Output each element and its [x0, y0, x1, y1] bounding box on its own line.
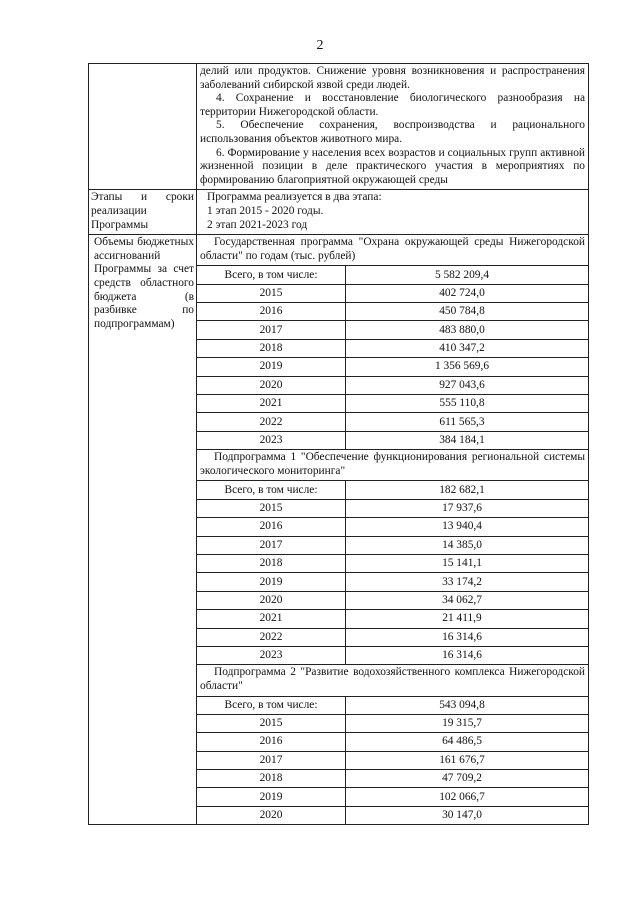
total-label: Всего, в том числе:	[197, 481, 346, 499]
goal-item: 6. Формирование у населения всех возрастов и социальных групп активной жизненной позиции в деле практического участия в мероприятиях по формированию благоприятной окружающей среды	[200, 146, 585, 186]
funding-year-row	[197, 358, 588, 376]
amount-cell: 384 184,1	[346, 431, 589, 449]
amount-cell: 555 110,8	[346, 395, 589, 413]
total-label: Всего, в том числе:	[197, 697, 346, 715]
stages-label-part2: реализации Программы	[91, 204, 149, 231]
amount-cell: 15 141,1	[346, 554, 589, 572]
year-cell: 2023	[197, 431, 346, 449]
funding-row	[89, 235, 589, 825]
amount-cell: 16 314,6	[346, 628, 589, 646]
funding-year-row	[197, 413, 588, 431]
goal-item: 5. Обеспечение сохранения, воспроизводства и рационального использования объектов животного мира.	[200, 119, 585, 145]
state-program-title: Государственная программа "Охрана окружающей среды Нижегородской области" по годам (тыс. рублей)	[197, 235, 588, 266]
total-value: 543 094,8	[439, 698, 485, 711]
goals-row	[89, 64, 589, 190]
year-cell: 2022	[197, 413, 346, 431]
year-cell: 2016	[197, 733, 346, 751]
subprogram-1-funding-table	[197, 481, 588, 664]
amount-cell: 64 486,5	[346, 733, 589, 751]
amount-cell: 1 356 569,6	[346, 358, 589, 376]
goals-continuation: делий или продуктов. Снижение уровня возникновения и распространения заболеваний сибирской язвой среди людей.	[200, 65, 585, 91]
funding-total-row	[197, 697, 588, 715]
program-passport-table	[88, 63, 589, 825]
funding-year-row	[197, 788, 588, 806]
stages-label-cell	[89, 190, 197, 235]
year-cell: 2023	[197, 646, 346, 664]
total-value: 5 582 209,4	[434, 268, 490, 281]
funding-total-row	[197, 481, 588, 499]
funding-total-row	[197, 266, 588, 284]
amount-cell: 161 676,7	[346, 751, 589, 769]
funding-content-cell	[197, 235, 589, 825]
stages-line: 1 этап 2015 - 2020 годы.	[207, 204, 324, 217]
total-label: Всего, в том числе:	[197, 266, 346, 284]
year-cell: 2016	[197, 303, 346, 321]
amount-cell: 47 709,2	[346, 770, 589, 788]
funding-label-cell	[89, 235, 197, 825]
amount-cell: 927 043,6	[346, 376, 589, 394]
year-cell: 2015	[197, 714, 346, 732]
stages-line: Программа реализуется в два этапа:	[207, 191, 382, 204]
stages-line: 2 этап 2021-2023 год	[207, 218, 308, 231]
amount-cell: 483 880,0	[346, 321, 589, 339]
state-program-funding-table	[197, 266, 588, 449]
goal-item: 4. Сохранение и восстановление биологического разнообразия на территории Нижегородской области.	[200, 92, 585, 118]
funding-year-row	[197, 518, 588, 536]
stages-label-part1: Этапы и сроки	[91, 191, 194, 204]
amount-cell: 21 411,9	[346, 610, 589, 628]
amount-cell: 19 315,7	[346, 714, 589, 732]
amount-cell: 33 174,2	[346, 573, 589, 591]
amount-cell: 410 347,2	[346, 339, 589, 357]
funding-year-row	[197, 284, 588, 302]
funding-year-row	[197, 536, 588, 554]
year-cell: 2021	[197, 610, 346, 628]
year-cell: 2018	[197, 339, 346, 357]
amount-cell: 34 062,7	[346, 591, 589, 609]
subprogram-1-title: Подпрограмма 1 "Обеспечение функционирования региональной системы экологического мониторинга"	[197, 449, 588, 481]
page-number: 2	[316, 38, 324, 53]
funding-year-row	[197, 714, 588, 732]
funding-year-row	[197, 395, 588, 413]
funding-year-row	[197, 591, 588, 609]
amount-cell: 14 385,0	[346, 536, 589, 554]
goals-label-cell	[89, 64, 197, 190]
year-cell: 2019	[197, 573, 346, 591]
funding-year-row	[197, 646, 588, 664]
year-cell: 2022	[197, 628, 346, 646]
funding-year-row	[197, 339, 588, 357]
amount-cell: 16 314,6	[346, 646, 589, 664]
funding-year-row	[197, 751, 588, 769]
year-cell: 2017	[197, 751, 346, 769]
year-cell: 2017	[197, 321, 346, 339]
year-cell: 2019	[197, 358, 346, 376]
year-cell: 2018	[197, 770, 346, 788]
year-cell: 2020	[197, 376, 346, 394]
funding-year-row	[197, 554, 588, 572]
total-value: 182 682,1	[439, 483, 485, 496]
funding-year-row	[197, 573, 588, 591]
amount-cell: 102 066,7	[346, 788, 589, 806]
funding-year-row	[197, 610, 588, 628]
funding-year-row	[197, 321, 588, 339]
year-cell: 2019	[197, 788, 346, 806]
funding-year-row	[197, 431, 588, 449]
year-cell: 2015	[197, 499, 346, 517]
year-cell: 2021	[197, 395, 346, 413]
amount-cell: 13 940,4	[346, 518, 589, 536]
funding-year-row	[197, 770, 588, 788]
funding-year-row	[197, 499, 588, 517]
amount-cell: 402 724,0	[346, 284, 589, 302]
year-cell: 2017	[197, 536, 346, 554]
year-cell: 2020	[197, 591, 346, 609]
goals-content-cell	[197, 64, 589, 190]
year-cell: 2016	[197, 518, 346, 536]
year-cell: 2015	[197, 284, 346, 302]
funding-year-row	[197, 733, 588, 751]
funding-year-row	[197, 806, 588, 824]
amount-cell: 30 147,0	[346, 806, 589, 824]
stages-content-cell	[197, 190, 589, 235]
year-cell: 2020	[197, 806, 346, 824]
funding-year-row	[197, 628, 588, 646]
stages-row	[89, 190, 589, 235]
year-cell: 2018	[197, 554, 346, 572]
amount-cell: 611 565,3	[346, 413, 589, 431]
funding-year-row	[197, 376, 588, 394]
subprogram-2-title: Подпрограмма 2 "Развитие водохозяйственного комплекса Нижегородской области"	[197, 664, 588, 696]
amount-cell: 17 937,6	[346, 499, 589, 517]
funding-year-row	[197, 303, 588, 321]
funding-label: Объемы бюджетных ассигнований Программы за счет средств областного бюджета (в разбивке по подпрограммам)	[94, 236, 194, 330]
subprogram-2-funding-table	[197, 697, 588, 825]
amount-cell: 450 784,8	[346, 303, 589, 321]
